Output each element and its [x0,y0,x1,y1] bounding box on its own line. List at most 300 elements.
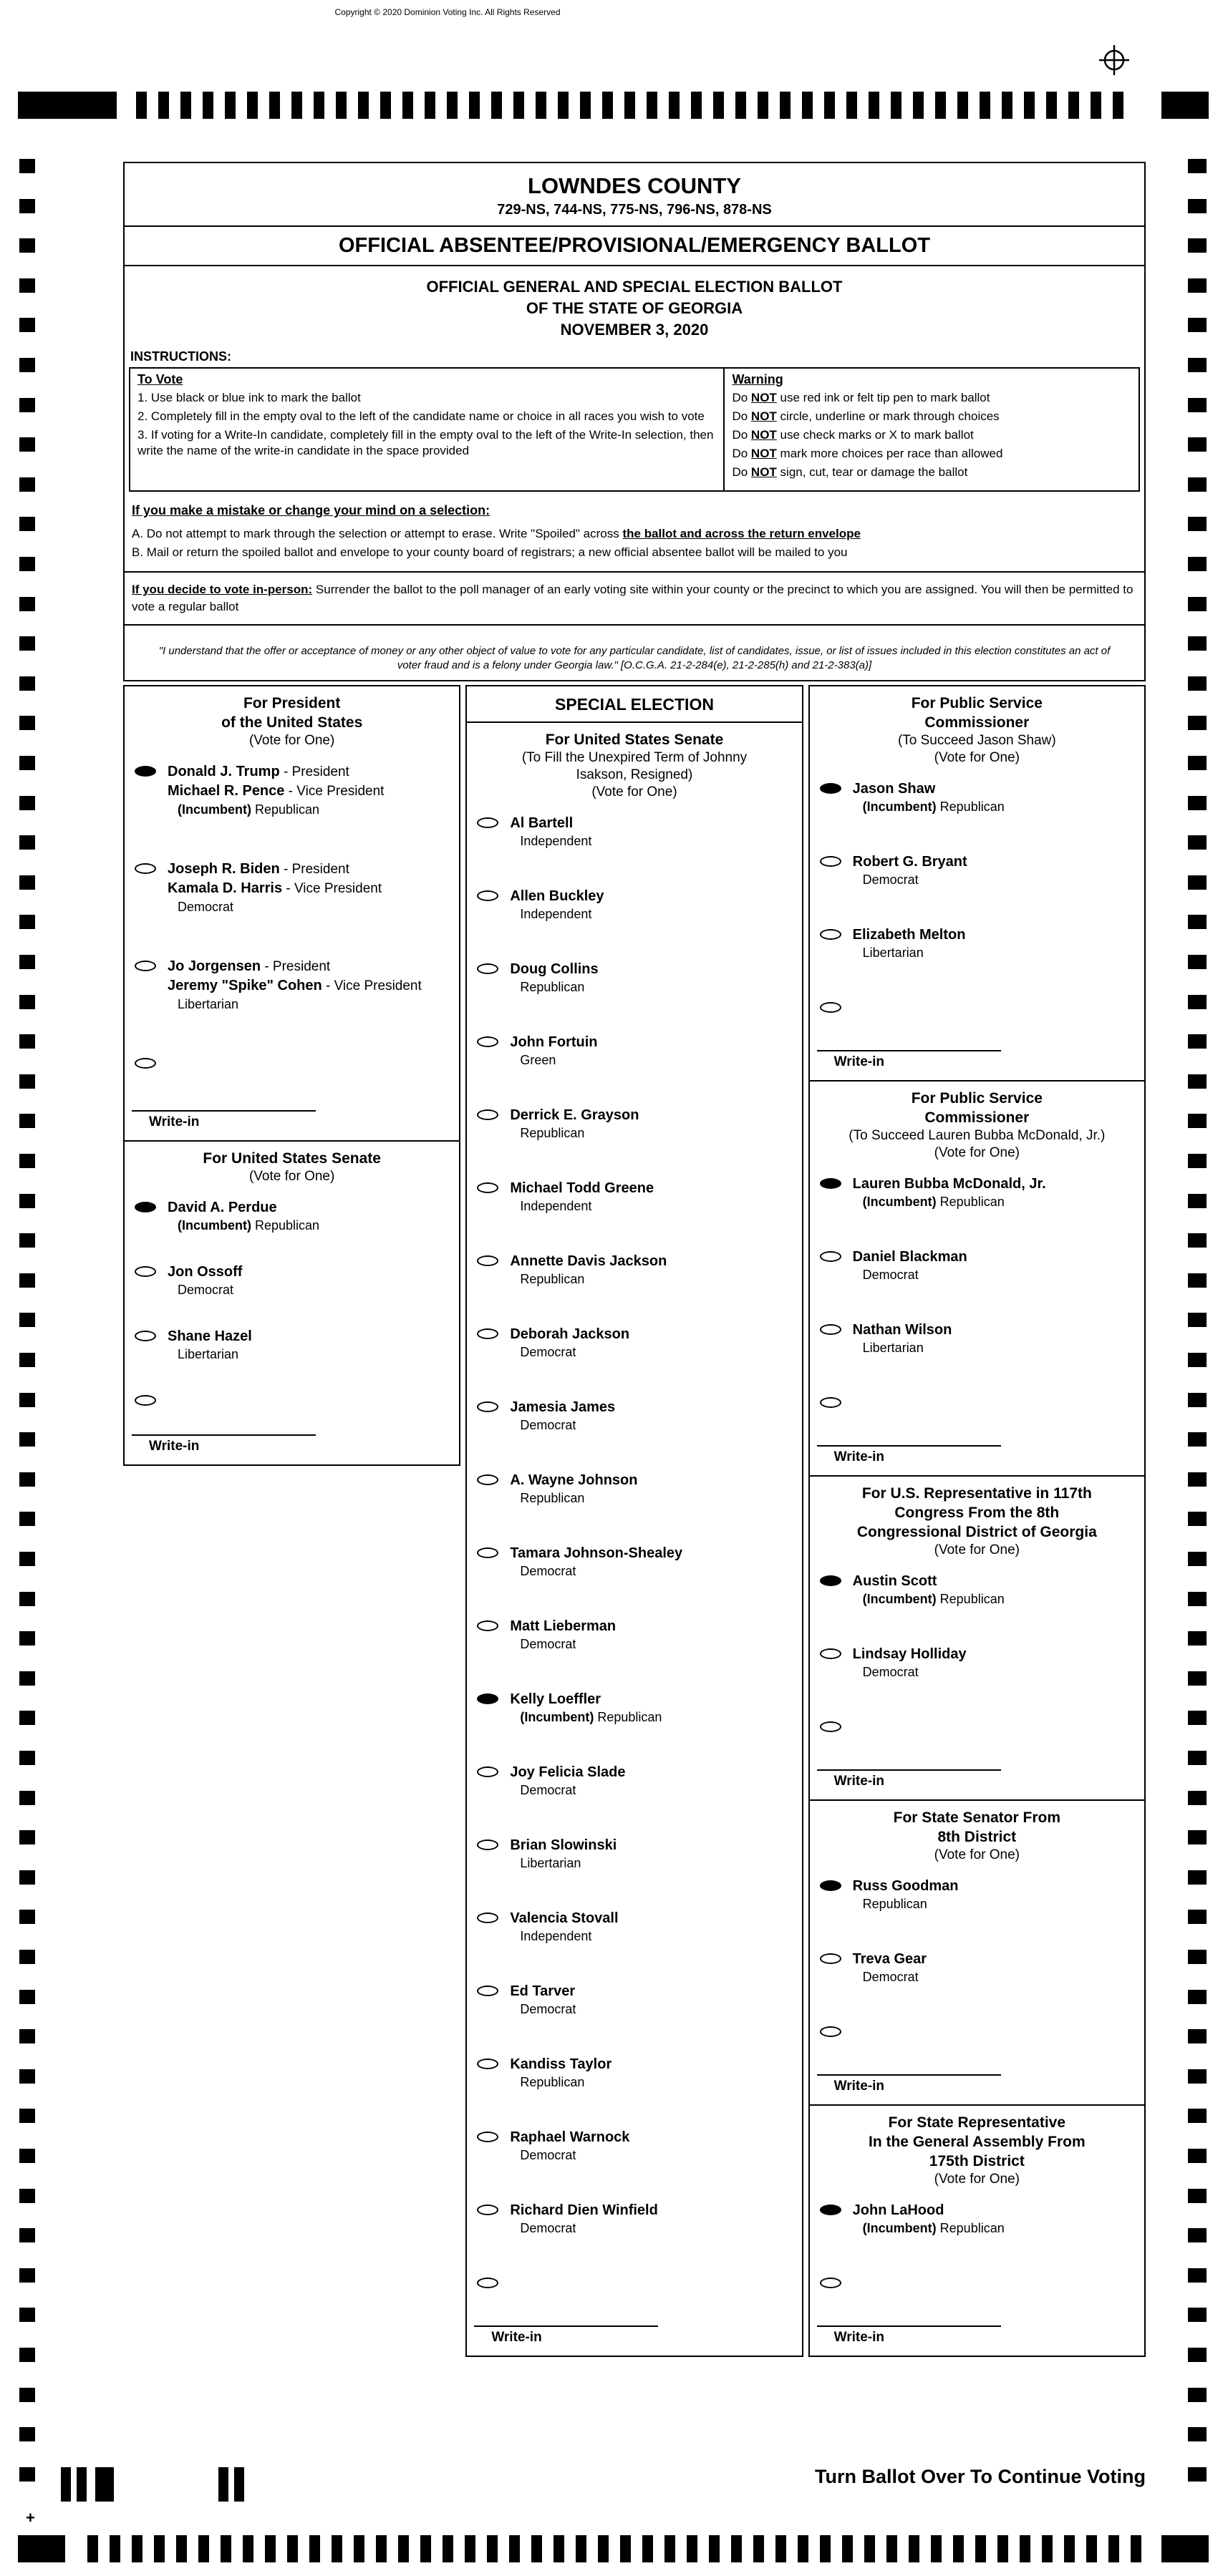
vote-oval-empty[interactable] [820,1397,841,1408]
candidate-party: Libertarian [862,1341,924,1355]
timing-mark [886,2535,897,2562]
timing-mark [1188,1990,1207,2004]
timing-mark [19,1830,35,1844]
candidate-party: Green [520,1053,556,1067]
contest-title: For State Representative [888,2114,1066,2131]
candidate-info [853,2201,1005,2237]
candidate-option [810,1248,1144,1283]
timing-mark [19,1512,35,1526]
contest-title: For Public Service [911,695,1043,711]
candidate-info [168,1263,242,1298]
candidate-name: Raphael Warnock [510,2129,630,2145]
candidate-option [467,1179,801,1215]
candidate-party: (Incumbent) Republican [520,1710,662,1724]
timing-mark [798,2535,808,2562]
timing-mark [19,358,35,372]
vote-oval-filled[interactable] [820,1880,841,1891]
timing-mark [420,2535,431,2562]
candidate-party: Independent [520,1929,592,1943]
timing-mark [1188,1631,1207,1646]
mistake-title: If you make a mistake or change your mind on a selection: [132,503,490,517]
vote-for-instruction: (Vote for One) [248,1169,335,1184]
code-mark [61,2467,71,2502]
timing-mark [19,278,35,293]
precinct-codes: 729-NS, 744-NS, 775-NS, 796-NS, 878-NS [497,202,772,218]
code-mark [234,2467,244,2502]
vote-oval-empty[interactable] [135,863,156,874]
warning-item-prefix: Do [732,447,751,460]
write-in-line[interactable] [817,1445,1001,1447]
candidate-name: Jo Jorgensen - President [168,958,331,974]
timing-mark [19,1631,35,1646]
write-in-line[interactable] [817,1050,1001,1051]
vote-oval-empty[interactable] [477,1547,498,1558]
vote-oval-empty[interactable] [820,929,841,940]
candidate-info [510,1033,597,1069]
timing-mark [376,2535,387,2562]
warning-item [732,427,1131,443]
candidate-party: Democrat [520,1345,576,1359]
candidate-info [510,1106,639,1142]
candidate-info [510,1252,667,1288]
warning-item-prefix: Do [732,409,751,423]
vote-for-instruction: (Vote for One) [934,2172,1020,2187]
timing-mark [19,1472,35,1487]
candidate-info [510,1544,682,1580]
candidate-name: Ed Tarver [510,1983,576,1999]
timing-mark [1091,92,1101,119]
candidate-name: Michael Todd Greene [510,1180,654,1196]
write-in-option [810,1718,1144,1732]
timing-mark [1188,835,1207,850]
candidate-option [467,1252,801,1288]
timing-mark [731,2535,742,2562]
candidate-name: Michael R. Pence - Vice President [168,783,385,799]
candidate-info [853,1877,959,1912]
candidate-info [510,1325,629,1361]
candidate-option [467,1471,801,1507]
candidate-party: Libertarian [178,997,239,1011]
candidate-name: Joy Felicia Slade [510,1764,626,1780]
timing-mark [309,2535,320,2562]
timing-mark [176,2535,187,2562]
vote-oval-empty[interactable] [820,2278,841,2288]
candidate-party: Democrat [520,2002,576,2016]
ballot-type-title: OFFICIAL ABSENTEE/PROVISIONAL/EMERGENCY BALLOT [338,234,931,257]
vote-for-instruction: (Vote for One) [248,733,335,748]
vote-oval-empty[interactable] [820,1251,841,1262]
vote-oval-filled[interactable] [820,783,841,794]
timing-mark [19,1154,35,1168]
timing-mark [19,2029,35,2043]
timing-mark [1188,1711,1207,1725]
vote-oval-empty[interactable] [477,817,498,828]
timing-mark [19,1313,35,1327]
vote-oval-empty[interactable] [135,1266,156,1277]
candidate-party: Democrat [178,900,234,914]
vote-oval-empty[interactable] [820,1953,841,1964]
candidate-name: Derrick E. Grayson [510,1107,639,1123]
timing-mark [1188,1830,1207,1844]
timing-mark [1188,1950,1207,1964]
timing-block [1161,2535,1209,2562]
candidate-info [853,1321,952,1356]
contest-us-senate-special [465,685,803,2357]
timing-mark [780,92,791,119]
vote-oval-filled[interactable] [820,2205,841,2215]
timing-mark [19,955,35,969]
election-title-line2: OF THE STATE OF GEORGIA [526,299,743,317]
candidate-info [510,1690,662,1726]
timing-mark [398,2535,409,2562]
vote-oval-empty[interactable] [477,890,498,901]
timing-mark [87,2535,98,2562]
ballot-header-box [123,162,1146,681]
alignment-plus-mark: + [26,2509,35,2527]
contest-header [125,1142,459,1185]
candidate-option [125,762,459,818]
warning-item [732,409,1131,424]
timing-mark [1188,1233,1207,1248]
contest-subtitle: (To Succeed Jason Shaw) [897,733,1056,748]
vote-oval-empty[interactable] [477,963,498,974]
timing-mark [198,2535,209,2562]
election-titles [125,266,1144,348]
candidate-info [168,1198,319,1234]
candidate-party: Democrat [862,1268,919,1282]
candidate-party: Democrat [862,1665,919,1679]
vote-oval-empty[interactable] [477,1182,498,1193]
timing-mark [1188,278,1207,293]
vote-oval-filled[interactable] [820,1575,841,1586]
in-person-text: Surrender the ballot to the poll manager of an early voting site within your county or the precinct to which you are assigned. You will then be permitted to vote a regular ballot [132,583,1133,613]
timing-mark [19,875,35,890]
to-vote-title: To Vote [137,372,183,387]
timing-mark [158,92,169,119]
vote-oval-empty[interactable] [477,1839,498,1850]
vote-oval-empty[interactable] [135,1058,156,1069]
vote-oval-empty[interactable] [477,1036,498,1047]
timing-mark [225,92,236,119]
write-in-line[interactable] [132,1110,316,1112]
write-in-label: Write-in [833,2079,885,2094]
candidate-option [467,960,801,996]
ballot-column-3 [808,685,1146,2357]
candidate-party: (Incumbent) Republican [178,1218,320,1233]
candidate-name: Richard Dien Winfield [510,2202,658,2218]
timing-mark [19,517,35,531]
candidate-party: Independent [520,834,592,848]
candidate-info [510,1179,654,1215]
timing-mark [1042,2535,1053,2562]
timing-block [1161,92,1209,119]
timing-mark [1188,398,1207,412]
timing-mark [19,1990,35,2004]
candidate-name: Jon Ossoff [168,1264,243,1280]
vote-oval-empty[interactable] [135,1331,156,1341]
vote-oval-filled[interactable] [820,1178,841,1189]
ballot-content [123,162,1146,2357]
election-date: NOVEMBER 3, 2020 [560,321,709,339]
timing-mark [1188,358,1207,372]
timing-mark [19,1592,35,1606]
contest-title: For U.S. Representative in 117th [861,1485,1092,1502]
candidate-party: Republican [862,1897,927,1911]
vote-oval-empty[interactable] [820,1324,841,1335]
write-in-line[interactable] [817,2325,1001,2327]
candidate-name: Kelly Loeffler [510,1691,601,1707]
timing-mark [1188,1910,1207,1924]
to-vote-item: 3. If voting for a Write-In candidate, completely fill in the empty oval to the left of the Write-In selection, then write the name of the write-in candidate in the space provided [137,428,714,457]
write-in-line[interactable] [474,2325,658,2327]
timing-mark [1188,2467,1207,2482]
timing-mark [332,2535,342,2562]
timing-mark [1188,2029,1207,2043]
vote-oval-empty[interactable] [820,856,841,867]
timing-mark [469,92,480,119]
timing-mark [864,2535,875,2562]
timing-mark [132,2535,142,2562]
write-in-option [125,1054,459,1069]
warning-section [723,369,1139,490]
timing-mark [1188,1671,1207,1686]
vote-for-instruction: (Vote for One) [934,1847,1020,1862]
vote-oval-empty[interactable] [820,2026,841,2037]
timing-mark [447,92,458,119]
vote-oval-empty[interactable] [820,1721,841,1732]
timing-mark [136,92,147,119]
timing-mark [1188,995,1207,1009]
candidate-option [467,1033,801,1069]
candidate-info [510,1763,625,1799]
contest-title: For United States Senate [545,732,724,748]
timing-mark [620,2535,631,2562]
vote-oval-empty[interactable] [477,1328,498,1339]
timing-mark [487,2535,498,2562]
timing-mark [1188,517,1207,531]
timing-mark [19,1671,35,1686]
candidate-name: Donald J. Trump - President [168,764,349,779]
vote-oval-empty[interactable] [477,1255,498,1266]
timing-mark [1188,1273,1207,1288]
vote-oval-empty[interactable] [477,1109,498,1120]
vote-oval-empty[interactable] [477,1401,498,1412]
timing-mark [19,2268,35,2283]
vote-oval-empty[interactable] [135,1395,156,1406]
timing-mark [1188,676,1207,691]
timing-mark [380,92,391,119]
candidate-party: (Incumbent) Republican [862,799,1005,814]
warning-item-keyword: NOT [750,428,777,442]
write-in-line[interactable] [817,1769,1001,1771]
timing-mark [1188,1791,1207,1805]
timing-mark [269,92,280,119]
candidate-option [467,814,801,850]
candidate-info [510,2128,629,2164]
timing-mark [19,835,35,850]
contest-header [125,686,459,749]
candidate-name: Brian Slowinski [510,1837,617,1853]
contest-header [810,686,1144,767]
timing-mark [1188,2109,1207,2123]
vote-oval-empty[interactable] [477,1986,498,1996]
write-in-line[interactable] [817,2074,1001,2076]
timing-mark [19,1353,35,1367]
contest-title: Congress From the 8th [894,1505,1060,1521]
candidate-name: Jeremy "Spike" Cohen - Vice President [168,978,422,993]
timing-mark [891,92,901,119]
timing-mark [1188,955,1207,969]
write-in-label: Write-in [833,1449,885,1464]
write-in-line[interactable] [132,1434,316,1436]
mistake-item-a [132,525,1137,543]
timing-mark [247,92,258,119]
timing-mark [1188,2388,1207,2402]
timing-mark [19,2149,35,2163]
timing-mark [19,1791,35,1805]
candidate-option [810,1175,1144,1210]
timing-mark [1113,92,1123,119]
timing-mark [691,92,702,119]
timing-mark [509,2535,520,2562]
candidate-name: A. Wayne Johnson [510,1472,638,1488]
in-person-title: If you decide to vote in-person: [132,583,313,596]
candidate-option [810,925,1144,961]
timing-mark [931,2535,942,2562]
vote-oval-empty[interactable] [477,1912,498,1923]
candidate-info [853,1645,967,1681]
vote-oval-empty[interactable] [477,1474,498,1485]
timing-mark [19,2427,35,2441]
contest-state-senator-8 [808,1799,1146,2106]
timing-mark [802,92,813,119]
timing-mark [19,199,35,213]
timing-mark [869,92,879,119]
to-vote-item: 2. Completely fill in the empty oval to the left of the candidate name or choice in all races you wish to vote [137,409,705,423]
timing-mark [1188,2427,1207,2441]
vote-oval-empty[interactable] [477,2278,498,2288]
candidate-name: Matt Lieberman [510,1618,617,1634]
candidate-option [810,2201,1144,2237]
candidate-option [810,852,1144,888]
candidate-party: Democrat [520,2148,576,2162]
to-vote-section [130,369,723,490]
write-in-label: Write-in [149,1439,200,1454]
vote-oval-empty[interactable] [820,1648,841,1659]
candidate-info [510,2201,658,2237]
candidate-name: Lindsay Holliday [852,1646,967,1662]
candidate-info [853,925,966,961]
timing-mark [824,92,835,119]
timing-mark [935,92,946,119]
candidate-name: Shane Hazel [168,1328,252,1344]
timing-mark [1188,1154,1207,1168]
candidate-info [510,960,598,996]
timing-mark [531,2535,542,2562]
warning-item-keyword: NOT [750,465,777,479]
warning-item [732,465,1131,480]
timing-mark [842,2535,853,2562]
candidate-party: Democrat [520,2221,576,2235]
timing-mark [664,2535,675,2562]
timing-mark [554,2535,564,2562]
candidate-party: Democrat [178,1283,234,1297]
timing-mark [713,92,724,119]
timing-mark [1188,716,1207,730]
contest-us-senate [123,1140,460,1466]
timing-mark [735,92,746,119]
timing-mark [19,1194,35,1208]
timing-mark [1188,2308,1207,2322]
timing-mark [1188,1194,1207,1208]
vote-oval-empty[interactable] [477,2132,498,2142]
vote-oval-empty[interactable] [477,1620,498,1631]
timing-mark [1188,1353,1207,1367]
candidate-info [853,1572,1005,1608]
timing-mark [1188,2348,1207,2362]
candidate-party: Democrat [520,1418,576,1432]
ballot-column-2 [465,685,803,2357]
timing-mark [19,1233,35,1248]
timing-mark [19,1552,35,1566]
timing-mark [19,796,35,810]
timing-mark [491,92,502,119]
vote-for-instruction: (Vote for One) [934,1542,1020,1557]
write-in-label: Write-in [149,1114,200,1129]
vote-oval-empty[interactable] [477,2205,498,2215]
contest-title: 8th District [937,1829,1017,1845]
timing-mark [19,1034,35,1049]
timing-mark [1188,437,1207,452]
vote-oval-filled[interactable] [135,1202,156,1212]
code-mark [77,2467,87,2502]
vote-oval-empty[interactable] [820,1002,841,1013]
candidate-name: Annette Davis Jackson [510,1253,667,1269]
timing-mark [953,2535,964,2562]
registration-target-icon [1097,43,1131,77]
vote-oval-filled[interactable] [477,1693,498,1704]
timing-mark [1188,2268,1207,2283]
timing-mark [19,756,35,770]
timing-mark [1188,557,1207,571]
candidate-party: Libertarian [178,1347,239,1361]
candidate-option [810,1321,1144,1356]
candidate-option [467,1106,801,1142]
vote-oval-empty[interactable] [477,2059,498,2069]
candidate-name: Kamala D. Harris - Vice President [168,880,382,896]
timing-mark [402,92,413,119]
timing-mark [1188,1313,1207,1327]
candidate-info [510,887,604,923]
vote-oval-filled[interactable] [135,766,156,777]
candidate-party: Republican [520,1491,585,1505]
timing-mark [1046,92,1057,119]
candidate-party: Democrat [862,873,919,887]
vote-oval-empty[interactable] [477,1766,498,1777]
candidate-name: Valencia Stovall [510,1910,619,1926]
timing-mark [180,92,191,119]
vote-oval-empty[interactable] [135,961,156,971]
timing-mark [1188,1552,1207,1566]
timing-mark [536,92,546,119]
contest-header [810,2106,1144,2188]
to-vote-item: 1. Use black or blue ink to mark the ballot [137,391,361,404]
candidate-option [125,1263,459,1298]
timing-mark [19,597,35,611]
timing-mark [19,557,35,571]
write-in-option [810,998,1144,1013]
county-title: LOWNDES COUNTY [528,173,741,198]
